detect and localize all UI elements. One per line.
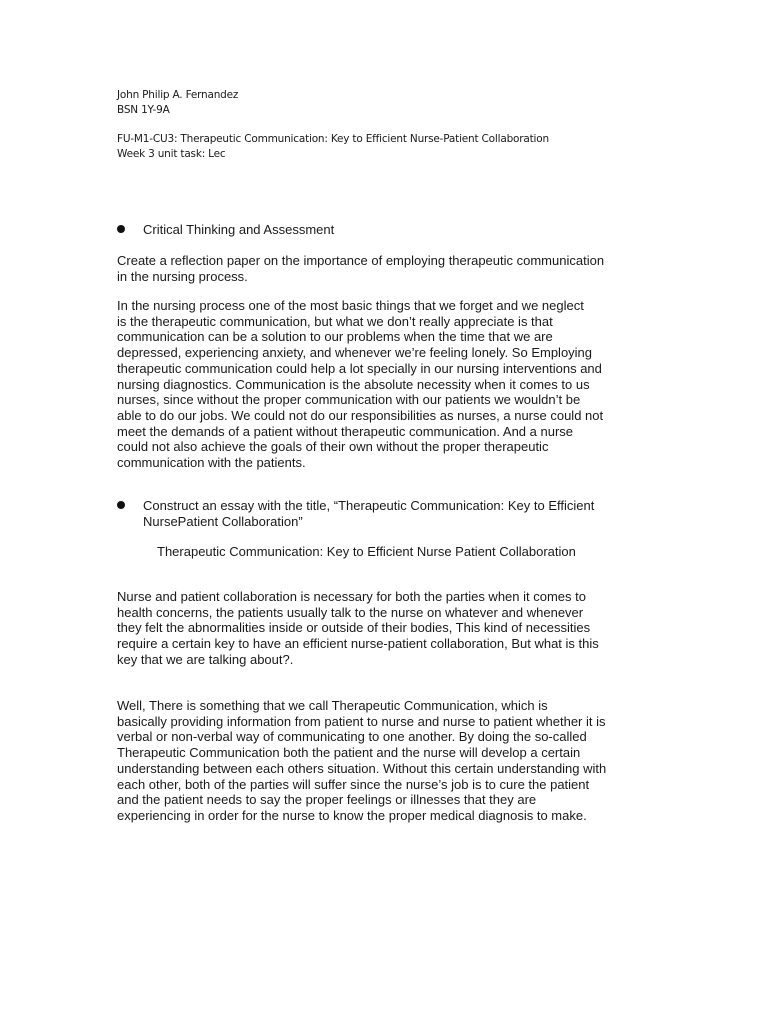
task-label: Week 3 unit task: Lec — [117, 148, 226, 160]
essay-paragraph-1: Nurse and patient collaboration is necessary for both the parties when it comes to health concerns, the patients usually talk to the nurse on whatever and whenever they felt the abnormalities inside or outside of their bodies, This kind of necessities require a certain key to have an efficient nurse-patient collaboration, But what is this key that we are talking about?. — [117, 589, 599, 667]
essay-title: Therapeutic Communication: Key to Efficient Nurse Patient Collaboration — [157, 544, 576, 559]
course-info — [117, 132, 549, 162]
course-title: FU-M1-CU3: Therapeutic Communication: Key to Efficient Nurse-Patient Collaboration — [117, 133, 549, 145]
essay-paragraph-2: Well, There is something that we call Therapeutic Communication, which is basically providing information from patient to nurse and nurse to patient whether it is verbal or non-verbal way of communicating to one another. By doing the so-called Therapeutic Communication both the patient and the nurse will develop a certain understanding between each others situation. Without this certain understanding with each other, both of the parties will suffer since the nurse’s job is to cure the patient and the patient needs to say the proper feelings or illnesses that they are experiencing in order for the nurse to know the proper medical diagnosis to make. — [117, 698, 607, 823]
student-info — [117, 88, 238, 118]
section1-prompt: Create a reflection paper on the importance of employing therapeutic communication in the nursing process. — [117, 253, 605, 284]
bullet-icon — [117, 501, 125, 509]
bullet-icon — [117, 225, 125, 233]
bullet-item-critical-thinking — [117, 222, 334, 238]
student-name: John Philip A. Fernandez — [117, 89, 239, 101]
reflection-paragraph: In the nursing process one of the most basic things that we forget and we neglect is the therapeutic communication, but what we don’t really appreciate is that communication can be a solution to our problems when the time that we are depressed, experiencing anxiety, and whenever we’re feeling lonely. So Employing therapeutic communication could help a lot specially in our nursing interventions and nursing diagnostics. Communication is the absolute necessity when it comes to us nurses, since without the proper communication with our patients we wouldn’t be able to do our jobs. We could not do our responsibilities as nurses, a nurse could not meet the demands of a patient without therapeutic communication. And a nurse could not also achieve the goals of their own without the proper therapeutic communication with the patients. — [117, 298, 604, 471]
section1-heading: Critical Thinking and Assessment — [143, 222, 335, 237]
student-section: BSN 1Y-9A — [117, 104, 170, 116]
bullet-item-essay — [117, 498, 657, 530]
section2-heading: Construct an essay with the title, “Therapeutic Communication: Key to Efficient NursePatient Collaboration” — [143, 498, 595, 529]
